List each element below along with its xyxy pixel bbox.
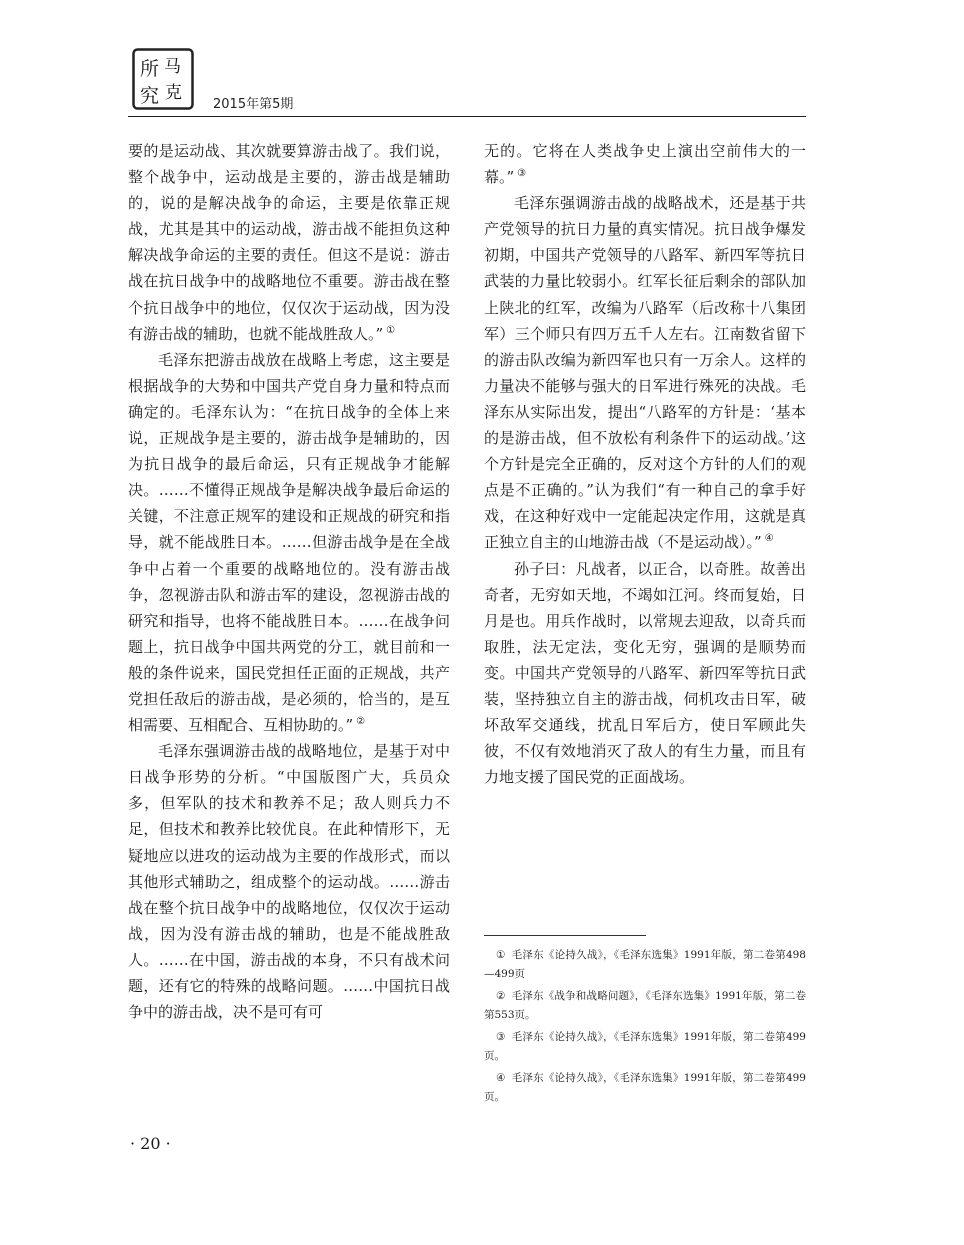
footnote-mark: ② — [496, 990, 506, 1002]
footnote-ref: ③ — [517, 168, 527, 180]
footnote — [484, 987, 806, 1025]
left-column — [128, 138, 450, 1025]
paragraph — [128, 347, 450, 738]
footnote-ref: ④ — [764, 533, 774, 545]
svg-text:马: 马 — [164, 57, 181, 77]
header-rule — [128, 116, 806, 117]
footnote-mark: ① — [496, 949, 506, 961]
footnote-mark: ④ — [496, 1072, 506, 1084]
footnote — [484, 1069, 806, 1107]
footnote — [484, 1028, 806, 1066]
footnotes — [484, 946, 806, 1110]
footnote-text: 毛泽东《战争和战略问题》，《毛泽东选集》1991年版，第二卷第553页。 — [484, 990, 806, 1021]
svg-text:所: 所 — [140, 58, 160, 80]
footnote-rule — [484, 935, 646, 936]
svg-text:克: 克 — [165, 83, 182, 103]
footnote-mark: ③ — [496, 1031, 506, 1043]
footnote — [484, 946, 806, 984]
paragraph-text: 毛泽东强调游击战的战略地位，是基于对中日战争形势的分析。“中国版图广大，兵员众多，但军队的技术和教养不足；敌人则兵力不足，但技术和教养比较优良。在此种情形下，无疑地应以进攻的运动战为主要的作战形式，而以其他形式辅助之，组成整个的运动战。……游击战在整个抗日战争中的战略地位，仅仅次于运动战，因为没有游击战的辅助，也是不能战胜敌人。……在中国，游击战的本身，不只有战术问题，还有它的特殊的战略问题。……中国抗日战争中的游击战，决不是可有可 — [128, 742, 450, 1022]
paragraph-text: 要的是运动战、其次就要算游击战了。我们说，整个战争中，运动战是主要的，游击战是辅助的，说的是解决战争的命运，主要是依靠正规战，尤其是其中的运动战，游击战不能担负这种解决战争命运的主要的责任。但这不是说：游击战在抗日战争中的战略地位不重要。游击战在整个抗日战争中的地位，仅仅次于运动战，因为没有游击战的辅助，也就不能战胜敌人。” — [128, 142, 450, 343]
journal-logo — [132, 48, 194, 110]
paragraph — [484, 138, 806, 190]
paragraph-text: 孙子曰：凡战者，以正合，以奇胜。故善出奇者，无穷如天地，不竭如江河。终而复始，日月是也。用兵作战时，以常规去迎敌，以奇兵而取胜，法无定法，变化无穷，强调的是顺势而变。中国共产党领导的八路军、新四军等抗日武装，坚持独立自主的游击战，伺机攻击日军，破坏敌军交通线，扰乱日军后方，使日军顾此失彼，不仅有效地消灭了敌人的有生力量，而且有力地支援了国民党的正面战场。 — [484, 559, 806, 787]
paragraph — [484, 556, 806, 791]
paragraph-text: 毛泽东把游击战放在战略上考虑，这主要是根据战争的大势和中国共产党自身力量和特点而确定的。毛泽东认为：“在抗日战争的全体上来说，正规战争是主要的，游击战争是辅助的，因为抗日战争的最后命运，只有正规战争才能解决。……不懂得正规战争是解决战争最后命运的关键，不注意正规军的建设和正规战的研究和指导，就不能战胜日本。……但游击战争是在全战争中占着一个重要的战略地位的。没有游击战争，忽视游击队和游击军的建设，忽视游击战的研究和指导，也将不能战胜日本。……在战争问题上，抗日战争中国共两党的分工，就目前和一般的条件说来，国民党担任正面的正规战，共产党担任敌后的游击战，是必须的，恰当的，是互相需要、互相配合、互相协助的。” — [128, 350, 450, 735]
right-column — [484, 138, 806, 790]
paragraph-text: 毛泽东强调游击战的战略战术，还是基于共产党领导的抗日力量的真实情况。抗日战争爆发初期，中国共产党领导的八路军、新四军等抗日武装的力量比较弱小。红军长征后剩余的部队加上陕北的红军，改编为八路军（后改称十八集团军）三个师只有四万五千人左右。江南数省留下的游击队改编为新四军也只有一万余人。这样的力量决不能够与强大的日军进行殊死的决战。毛泽东从实际出发，提出“八路军的方针是：‘基本的是游击战，但不放松有利条件下的运动战。’这个方针是完全正确的，反对这个方针的人们的观点是不正确的。”认为我们“有一种自己的拿手好戏，在这种好戏中一定能起决定作用，这就是真正独立自主的山地游击战（不是运动战）。” — [484, 194, 806, 552]
paragraph — [128, 738, 450, 1025]
paragraph — [484, 190, 806, 555]
paragraph-text: 无的。它将在人类战争史上演出空前伟大的一幕。” — [484, 142, 806, 187]
page-number: · 20 · — [130, 1134, 171, 1153]
footnote-text: 毛泽东《论持久战》，《毛泽东选集》1991年版，第二卷第498—499页 — [484, 949, 806, 980]
footnote-ref: ② — [356, 716, 366, 728]
footnote-text: 毛泽东《论持久战》，《毛泽东选集》1991年版，第二卷第499页。 — [484, 1031, 806, 1062]
footnote-text: 毛泽东《论持久战》，《毛泽东选集》1991年版，第二卷第499页。 — [484, 1072, 806, 1103]
paragraph — [128, 138, 450, 347]
issue-label: 2015年第5期 — [213, 97, 294, 112]
svg-text:究: 究 — [140, 85, 160, 107]
footnote-ref: ① — [386, 324, 396, 336]
